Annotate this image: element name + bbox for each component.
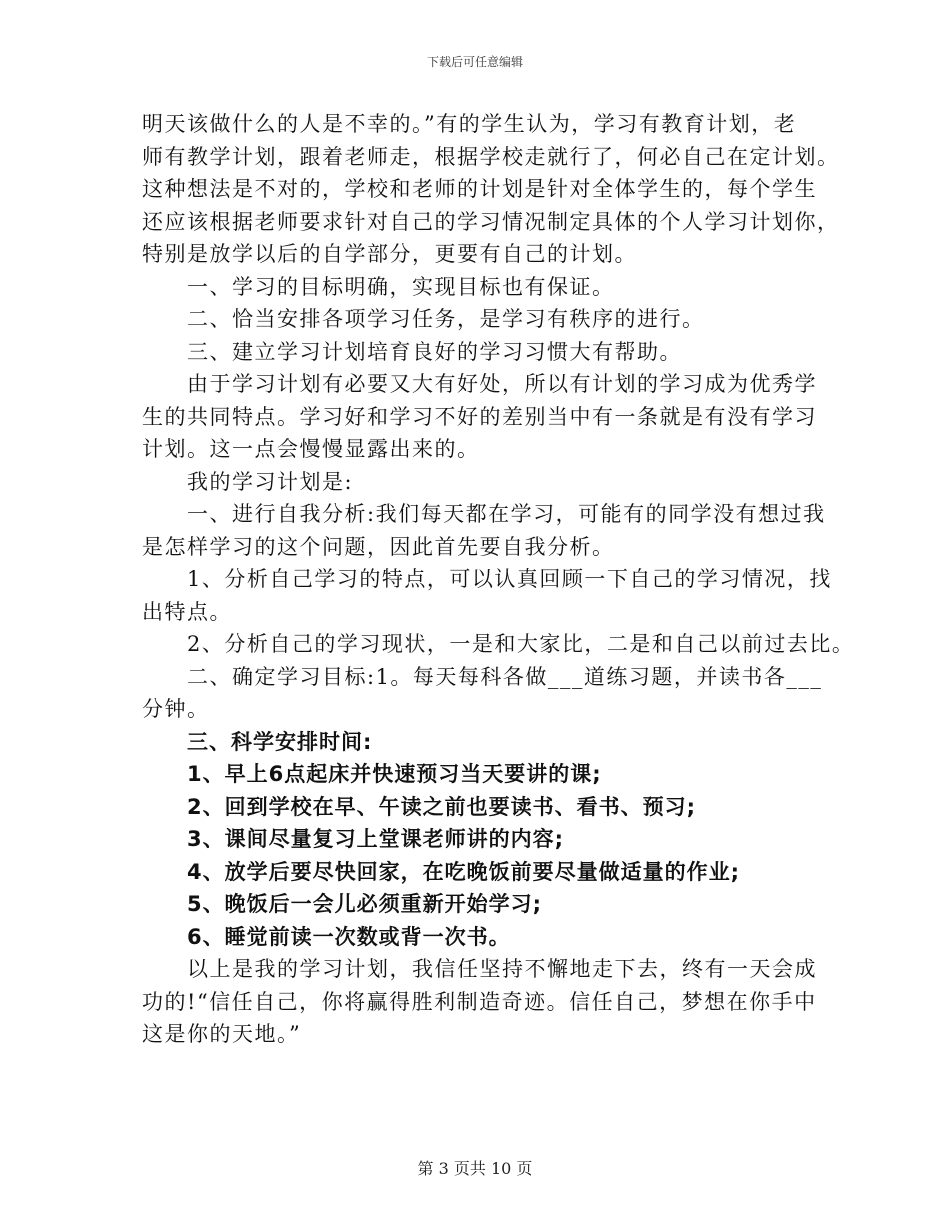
text-line: 一、进行自我分析:我们每天都在学习，可能有的同学没有想过我 bbox=[187, 502, 826, 526]
text-line: 6、睡觉前读一次数或背一次书。 bbox=[187, 924, 511, 949]
text-line: 三、建立学习计划培育良好的学习习惯大有帮助。 bbox=[187, 339, 682, 364]
text-line: 2、分析自己的学习现状，一是和大家比，二是和自己以前过去比。 bbox=[187, 632, 855, 656]
text-line: 功的!“信任自己，你将赢得胜利制造奇迹。信任自己，梦想在你手中 bbox=[142, 989, 817, 1014]
text-line: 3、课间尽量复习上堂课老师讲的内容; bbox=[187, 827, 565, 851]
text-line: 特别是放学以后的自学部分，更要有自己的计划。 bbox=[142, 242, 637, 266]
text-line: 我的学习计划是: bbox=[187, 469, 354, 494]
text-line: 5、晚饭后一会儿必须重新开始学习; bbox=[187, 892, 543, 916]
text-line: 二、恰当安排各项学习任务，是学习有秩序的进行。 bbox=[187, 307, 705, 331]
text-line: 1、早上6点起床并快速预习当天要讲的课; bbox=[187, 762, 602, 786]
text-line: 明天该做什么的人是不幸的。”有的学生认为，学习有教育计划，老 bbox=[142, 112, 797, 136]
text-line: 以上是我的学习计划，我信任坚持不懈地走下去，终有一天会成 bbox=[187, 957, 817, 981]
text-line: 这是你的天地。” bbox=[142, 1022, 302, 1046]
text-line: 生的共同特点。学习好和学习不好的差别当中有一条就是有没有学习 bbox=[142, 404, 817, 429]
document-body bbox=[142, 108, 855, 1051]
text-line: 三、科学安排时间: bbox=[187, 729, 373, 754]
text-line: 还应该根据老师要求针对自己的学习情况制定具体的个人学习计划你， bbox=[142, 209, 840, 234]
text-line: 这种想法是不对的，学校和老师的计划是针对全体学生的，每个学生 bbox=[142, 177, 817, 201]
text-line: 二、确定学习目标:1。每天每科各做___道练习题，并读书各___ bbox=[187, 664, 823, 689]
text-line: 分钟。 bbox=[142, 697, 210, 721]
text-line: 计划。这一点会慢慢显露出来的。 bbox=[142, 437, 480, 461]
page-header: 下载后可任意编辑 bbox=[426, 55, 523, 69]
text-line: 1、分析自己学习的特点，可以认真回顾一下自己的学习情况，找 bbox=[187, 567, 832, 591]
text-line: 4、放学后要尽快回家，在吃晚饭前要尽量做适量的作业; bbox=[187, 859, 741, 884]
text-line: 2、回到学校在早、午读之前也要读书、看书、预习; bbox=[187, 794, 697, 819]
text-line: 出特点。 bbox=[142, 599, 232, 624]
text-line: 是怎样学习的这个问题，因此首先要自我分析。 bbox=[142, 534, 615, 559]
text-line: 由于学习计划有必要又大有好处，所以有计划的学习成为优秀学 bbox=[187, 372, 817, 396]
text-line: 师有教学计划，跟着老师走，根据学校走就行了，何必自己在定计划。 bbox=[142, 144, 840, 169]
text-line: 一、学习的目标明确，实现目标也有保证。 bbox=[187, 274, 615, 299]
page-footer: 第 3 页共 10 页 bbox=[417, 1159, 533, 1178]
